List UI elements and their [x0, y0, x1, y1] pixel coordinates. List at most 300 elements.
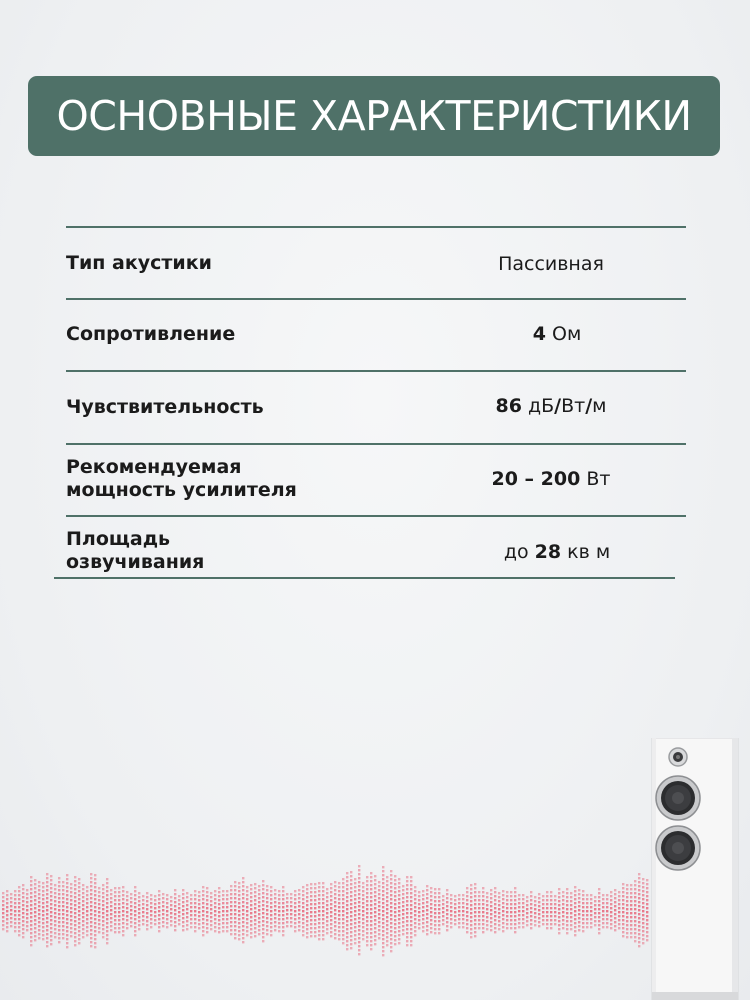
waveform-dot: [106, 902, 108, 904]
waveform-dot: [466, 931, 468, 933]
waveform-dot: [62, 885, 64, 887]
waveform-dot: [382, 946, 384, 948]
waveform-dot: [290, 893, 292, 895]
waveform-dot: [278, 930, 280, 932]
waveform-dot: [58, 901, 60, 903]
waveform-dot: [346, 880, 348, 882]
waveform-dot: [610, 891, 612, 893]
waveform-dot: [606, 906, 608, 908]
waveform-dot: [50, 879, 52, 881]
waveform-dot: [490, 897, 492, 899]
waveform-dot: [338, 890, 340, 892]
waveform-dot: [210, 920, 212, 922]
waveform-dot: [242, 929, 244, 931]
waveform-dot: [566, 896, 568, 898]
waveform-dot: [166, 894, 168, 896]
waveform-dot: [642, 902, 644, 904]
waveform-dot: [434, 912, 436, 914]
waveform-dot: [426, 909, 428, 911]
waveform-dot: [58, 921, 60, 923]
waveform-dot: [298, 889, 300, 891]
waveform-dot: [54, 920, 56, 922]
waveform-dot: [602, 906, 604, 908]
waveform-dot: [598, 900, 600, 902]
waveform-dot: [394, 935, 396, 937]
waveform-dot: [470, 888, 472, 890]
waveform-dot: [10, 897, 12, 899]
waveform-dot: [538, 909, 540, 911]
waveform-dot: [66, 922, 68, 924]
waveform-dot: [498, 924, 500, 926]
waveform-dot: [550, 907, 552, 909]
waveform-dot: [422, 926, 424, 928]
waveform-dot: [38, 893, 40, 895]
waveform-dot: [322, 886, 324, 888]
waveform-dot: [182, 901, 184, 903]
waveform-dot: [226, 910, 228, 912]
waveform-dot: [558, 900, 560, 902]
waveform-dot: [474, 919, 476, 921]
waveform-dot: [514, 919, 516, 921]
waveform-dot: [34, 891, 36, 893]
waveform-dot: [346, 948, 348, 950]
spec-label-impedance: Сопротивление: [66, 323, 236, 345]
waveform-dot: [122, 918, 124, 920]
waveform-dot: [578, 889, 580, 891]
waveform-dot: [490, 913, 492, 915]
waveform-dot: [494, 919, 496, 921]
waveform-dot: [306, 932, 308, 934]
waveform-dot: [258, 901, 260, 903]
waveform-dot: [502, 906, 504, 908]
waveform-dot: [22, 908, 24, 910]
waveform-dot: [370, 936, 372, 938]
waveform-dot: [102, 920, 104, 922]
waveform-dot: [446, 905, 448, 907]
waveform-dot: [598, 916, 600, 918]
waveform-dot: [562, 895, 564, 897]
waveform-dot: [370, 892, 372, 894]
waveform-dot: [342, 906, 344, 908]
waveform-dot: [406, 940, 408, 942]
waveform-dot: [570, 912, 572, 914]
waveform-dot: [494, 915, 496, 917]
waveform-dot: [150, 902, 152, 904]
waveform-dot: [386, 904, 388, 906]
waveform-dot: [618, 899, 620, 901]
waveform-dot: [14, 894, 16, 896]
waveform-dot: [230, 913, 232, 915]
waveform-dot: [38, 897, 40, 899]
waveform-dot: [114, 891, 116, 893]
table-divider: [66, 370, 686, 372]
waveform-dot: [634, 928, 636, 930]
waveform-dot: [326, 912, 328, 914]
waveform-dot: [158, 890, 160, 892]
waveform-dot: [262, 928, 264, 930]
waveform-dot: [434, 892, 436, 894]
spec-label-coverage-line2: озвучивания: [66, 551, 205, 573]
waveform-dot: [174, 897, 176, 899]
waveform-dot: [630, 936, 632, 938]
waveform-dot: [318, 926, 320, 928]
waveform-dot: [378, 933, 380, 935]
waveform-dot: [414, 906, 416, 908]
waveform-dot: [278, 894, 280, 896]
waveform-dot: [642, 934, 644, 936]
waveform-dot: [514, 907, 516, 909]
waveform-dot: [298, 913, 300, 915]
waveform-dot: [62, 929, 64, 931]
waveform-dot: [298, 929, 300, 931]
waveform-dot: [190, 910, 192, 912]
waveform-dot: [226, 902, 228, 904]
waveform-dot: [66, 906, 68, 908]
waveform-dot: [38, 885, 40, 887]
waveform-dot: [158, 922, 160, 924]
waveform-dot: [142, 899, 144, 901]
waveform-dot: [102, 928, 104, 930]
waveform-dot: [606, 922, 608, 924]
waveform-dot: [366, 880, 368, 882]
waveform-dot: [422, 890, 424, 892]
waveform-dot: [62, 881, 64, 883]
waveform-dot: [338, 922, 340, 924]
waveform-dot: [526, 904, 528, 906]
waveform-dot: [482, 919, 484, 921]
waveform-dot: [502, 914, 504, 916]
waveform-dot: [498, 908, 500, 910]
waveform-dot: [38, 929, 40, 931]
waveform-dot: [534, 900, 536, 902]
waveform-dot: [58, 877, 60, 879]
waveform-dot: [30, 908, 32, 910]
waveform-dot: [398, 906, 400, 908]
waveform-dot: [74, 912, 76, 914]
waveform-dot: [106, 934, 108, 936]
waveform-dot: [510, 919, 512, 921]
waveform-dot: [530, 919, 532, 921]
waveform-dot: [2, 892, 4, 894]
waveform-dot: [78, 906, 80, 908]
waveform-dot: [86, 902, 88, 904]
waveform-dot: [638, 929, 640, 931]
waveform-dot: [74, 936, 76, 938]
waveform-dot: [246, 914, 248, 916]
waveform-dot: [394, 939, 396, 941]
waveform-dot: [182, 905, 184, 907]
waveform-dot: [522, 914, 524, 916]
waveform-dot: [390, 922, 392, 924]
waveform-dot: [538, 913, 540, 915]
waveform-dot: [506, 915, 508, 917]
waveform-dot: [342, 882, 344, 884]
waveform-dot: [118, 899, 120, 901]
waveform-dot: [314, 915, 316, 917]
waveform-dot: [438, 928, 440, 930]
waveform-dot: [242, 917, 244, 919]
waveform-dot: [638, 925, 640, 927]
waveform-dot: [82, 916, 84, 918]
waveform-dot: [22, 888, 24, 890]
waveform-dot: [630, 924, 632, 926]
waveform-dot: [514, 927, 516, 929]
waveform-dot: [514, 887, 516, 889]
waveform-dot: [82, 924, 84, 926]
waveform-dot: [546, 907, 548, 909]
waveform-dot: [254, 911, 256, 913]
waveform-dot: [206, 919, 208, 921]
waveform-dot: [254, 903, 256, 905]
waveform-dot: [402, 897, 404, 899]
waveform-dot: [570, 892, 572, 894]
waveform-dot: [234, 933, 236, 935]
waveform-dot: [430, 887, 432, 889]
waveform-dot: [22, 912, 24, 914]
waveform-dot: [182, 889, 184, 891]
waveform-dot: [378, 913, 380, 915]
waveform-dot: [474, 899, 476, 901]
waveform-dot: [310, 883, 312, 885]
waveform-dot: [354, 922, 356, 924]
waveform-dot: [274, 921, 276, 923]
waveform-dot: [254, 931, 256, 933]
waveform-dot: [262, 896, 264, 898]
waveform-dot: [626, 912, 628, 914]
waveform-dot: [526, 896, 528, 898]
waveform-dot: [82, 904, 84, 906]
waveform-dot: [478, 895, 480, 897]
audio-waveform-graphic: [0, 855, 750, 980]
waveform-dot: [374, 891, 376, 893]
waveform-dot: [230, 901, 232, 903]
waveform-dot: [414, 922, 416, 924]
waveform-dot: [430, 895, 432, 897]
waveform-dot: [278, 910, 280, 912]
spec-value-amp-power: [421, 468, 681, 491]
waveform-dot: [350, 915, 352, 917]
waveform-dot: [278, 898, 280, 900]
waveform-dot: [450, 926, 452, 928]
waveform-dot: [374, 899, 376, 901]
waveform-dot: [34, 927, 36, 929]
waveform-dot: [194, 894, 196, 896]
waveform-dot: [378, 925, 380, 927]
waveform-dot: [86, 918, 88, 920]
waveform-dot: [594, 916, 596, 918]
waveform-dot: [166, 902, 168, 904]
waveform-dot: [462, 898, 464, 900]
spec-value-part: Вт: [580, 468, 611, 490]
waveform-dot: [342, 898, 344, 900]
waveform-dot: [522, 898, 524, 900]
waveform-dot: [366, 932, 368, 934]
waveform-dot: [346, 920, 348, 922]
waveform-dot: [422, 910, 424, 912]
waveform-dot: [30, 932, 32, 934]
waveform-dot: [594, 904, 596, 906]
waveform-dot: [94, 906, 96, 908]
waveform-dot: [534, 920, 536, 922]
waveform-dot: [214, 890, 216, 892]
waveform-dot: [414, 898, 416, 900]
waveform-dot: [534, 904, 536, 906]
waveform-dot: [622, 891, 624, 893]
waveform-dot: [46, 945, 48, 947]
waveform-dot: [386, 908, 388, 910]
waveform-dot: [390, 930, 392, 932]
waveform-dot: [78, 882, 80, 884]
waveform-dot: [610, 915, 612, 917]
waveform-dot: [78, 886, 80, 888]
waveform-dot: [114, 911, 116, 913]
waveform-dot: [134, 902, 136, 904]
waveform-dot: [522, 902, 524, 904]
table-divider: [66, 226, 686, 228]
waveform-dot: [362, 918, 364, 920]
waveform-dot: [106, 890, 108, 892]
waveform-dot: [106, 926, 108, 928]
waveform-dot: [578, 925, 580, 927]
waveform-dot: [270, 902, 272, 904]
waveform-dot: [254, 919, 256, 921]
waveform-dot: [34, 939, 36, 941]
waveform-dot: [230, 905, 232, 907]
waveform-dot: [146, 924, 148, 926]
waveform-dot: [122, 906, 124, 908]
waveform-dot: [350, 939, 352, 941]
waveform-dot: [170, 920, 172, 922]
waveform-dot: [538, 893, 540, 895]
waveform-dot: [30, 912, 32, 914]
waveform-dot: [550, 899, 552, 901]
waveform-dot: [230, 921, 232, 923]
waveform-dot: [614, 929, 616, 931]
waveform-dot: [526, 912, 528, 914]
waveform-dot: [594, 908, 596, 910]
waveform-dot: [98, 927, 100, 929]
waveform-dot: [222, 914, 224, 916]
waveform-dot: [434, 888, 436, 890]
waveform-dot: [450, 922, 452, 924]
waveform-dot: [290, 897, 292, 899]
waveform-dot: [514, 903, 516, 905]
waveform-dot: [302, 894, 304, 896]
waveform-dot: [410, 880, 412, 882]
waveform-dot: [318, 910, 320, 912]
waveform-dot: [162, 897, 164, 899]
waveform-dot: [110, 913, 112, 915]
waveform-dot: [14, 914, 16, 916]
waveform-dot: [314, 903, 316, 905]
waveform-dot: [346, 872, 348, 874]
waveform-dot: [226, 894, 228, 896]
waveform-dot: [338, 898, 340, 900]
waveform-dot: [322, 918, 324, 920]
waveform-dot: [318, 918, 320, 920]
waveform-dot: [386, 888, 388, 890]
waveform-dot: [390, 894, 392, 896]
waveform-dot: [42, 898, 44, 900]
waveform-dot: [566, 920, 568, 922]
waveform-dot: [206, 911, 208, 913]
waveform-dot: [498, 896, 500, 898]
waveform-dot: [582, 898, 584, 900]
waveform-dot: [102, 932, 104, 934]
waveform-dot: [222, 890, 224, 892]
waveform-dot: [390, 890, 392, 892]
waveform-dot: [214, 894, 216, 896]
waveform-dot: [614, 905, 616, 907]
waveform-dot: [426, 897, 428, 899]
waveform-dot: [354, 890, 356, 892]
waveform-dot: [38, 881, 40, 883]
waveform-dot: [530, 903, 532, 905]
waveform-dot: [338, 910, 340, 912]
waveform-dot: [66, 886, 68, 888]
waveform-dot: [210, 900, 212, 902]
waveform-dot: [82, 920, 84, 922]
waveform-dot: [58, 881, 60, 883]
waveform-dot: [22, 904, 24, 906]
waveform-dot: [58, 905, 60, 907]
waveform-dot: [26, 889, 28, 891]
spec-value-impedance: [427, 323, 687, 346]
waveform-dot: [226, 926, 228, 928]
waveform-dot: [22, 916, 24, 918]
waveform-dot: [518, 926, 520, 928]
waveform-dot: [190, 906, 192, 908]
waveform-dot: [318, 938, 320, 940]
waveform-dot: [390, 878, 392, 880]
waveform-dot: [382, 898, 384, 900]
waveform-dot: [186, 924, 188, 926]
waveform-dot: [614, 913, 616, 915]
waveform-dot: [390, 898, 392, 900]
waveform-dot: [358, 869, 360, 871]
waveform-dot: [578, 893, 580, 895]
waveform-dot: [274, 905, 276, 907]
waveform-dot: [458, 894, 460, 896]
waveform-dot: [374, 935, 376, 937]
waveform-dot: [38, 913, 40, 915]
waveform-dot: [382, 882, 384, 884]
waveform-dot: [78, 930, 80, 932]
waveform-dot: [314, 907, 316, 909]
waveform-dot: [302, 886, 304, 888]
waveform-dot: [334, 897, 336, 899]
waveform-dot: [502, 898, 504, 900]
waveform-dot: [390, 938, 392, 940]
waveform-dot: [138, 920, 140, 922]
waveform-dot: [18, 918, 20, 920]
waveform-dot: [542, 903, 544, 905]
waveform-dot: [354, 910, 356, 912]
waveform-dot: [506, 891, 508, 893]
waveform-dot: [574, 906, 576, 908]
waveform-dot: [158, 926, 160, 928]
waveform-dot: [482, 931, 484, 933]
waveform-dot: [162, 925, 164, 927]
waveform-dot: [270, 918, 272, 920]
waveform-dot: [70, 927, 72, 929]
waveform-dot: [582, 910, 584, 912]
waveform-dot: [262, 900, 264, 902]
waveform-dot: [302, 906, 304, 908]
waveform-dot: [130, 901, 132, 903]
waveform-dot: [246, 934, 248, 936]
waveform-dot: [174, 901, 176, 903]
